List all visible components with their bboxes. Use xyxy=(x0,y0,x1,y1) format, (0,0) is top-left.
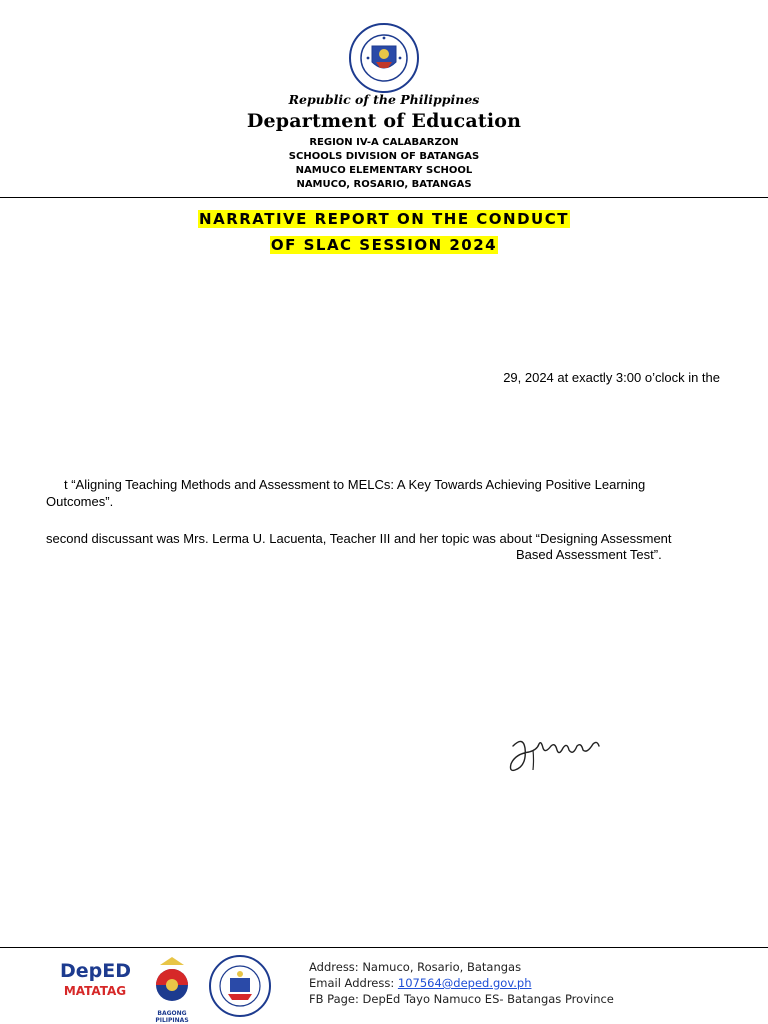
deped-logo-text: DepED xyxy=(60,960,132,982)
paragraph-2-line2: Outcomes”. xyxy=(46,494,114,509)
footer-email-row xyxy=(309,976,532,991)
paragraph-3-line1: second discussant was Mrs. Lerma U. Lacuenta, Teacher III and her topic was about “Designing Assessment xyxy=(46,531,672,546)
report-title-line2-text: OF SLAC SESSION 2024 xyxy=(270,236,498,254)
school-seal-logo xyxy=(208,954,272,1018)
deped-matatag-logo xyxy=(60,960,130,1018)
signature-mark xyxy=(503,730,605,778)
footer-address: Address: Namuco, Rosario, Batangas xyxy=(309,960,522,974)
report-title-line1 xyxy=(0,210,768,229)
report-title-line2 xyxy=(0,236,768,255)
region-text: REGION IV-A CALABARZON xyxy=(309,137,459,148)
paragraph-1-fragment: 29, 2024 at exactly 3:00 o’clock in the xyxy=(503,370,720,385)
footer-email-link[interactable]: 107564@deped.gov.ph xyxy=(397,976,532,990)
republic-text: Republic of the Philippines xyxy=(288,92,480,107)
report-title-line1-text: NARRATIVE REPORT ON THE CONDUCT xyxy=(199,210,569,228)
matatag-logo-text: MATATAG xyxy=(63,984,127,998)
bagong-pilipinas-text: BAGONG PILIPINAS xyxy=(155,1010,189,1024)
header-divider xyxy=(0,197,768,198)
paragraph-3-line2: Based Assessment Test”. xyxy=(516,547,662,562)
deped-seal-logo xyxy=(348,22,420,94)
footer-email-label: Email Address: xyxy=(309,976,398,990)
bagong-pilipinas-icon xyxy=(140,955,204,1005)
school-text: NAMUCO ELEMENTARY SCHOOL xyxy=(295,165,473,176)
paragraph-2-line1: t “Aligning Teaching Methods and Assessment to MELCs: A Key Towards Achieving Positive Learning xyxy=(64,477,646,492)
department-title: Department of Education xyxy=(246,110,522,132)
location-text: NAMUCO, ROSARIO, BATANGAS xyxy=(296,179,472,190)
division-text: SCHOOLS DIVISION OF BATANGAS xyxy=(288,151,480,162)
bagong-pilipinas-logo xyxy=(140,955,204,1024)
footer-fb-page: FB Page: DepEd Tayo Namuco ES- Batangas Province xyxy=(309,992,614,1006)
footer-divider xyxy=(0,947,768,948)
